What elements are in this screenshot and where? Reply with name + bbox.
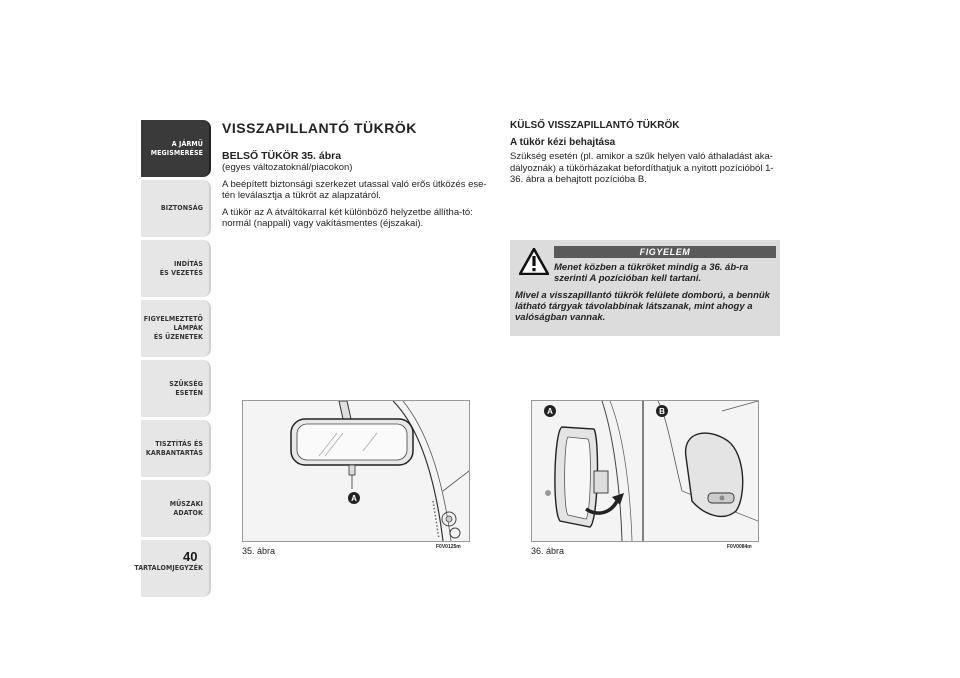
exterior-mirror-illustration — [532, 401, 758, 541]
tab-warning-lights[interactable] — [141, 300, 211, 357]
warning-triangle-icon — [519, 248, 549, 275]
tab-starting-driving[interactable] — [141, 240, 211, 297]
warning-text-2: Mivel a visszapillantó tükrök felülete domború, a bennük látható tárgyak távolabbinak látszanak, mint ahogy a valóságban vannak. — [515, 290, 770, 323]
warning-label: FIGYELEM — [554, 246, 776, 258]
interior-mirror-illustration — [243, 401, 469, 541]
marker-label: A — [351, 494, 357, 503]
tab-safety[interactable] — [141, 180, 211, 237]
tab-label: A JÁRMŰ MEGISMERÉSE — [150, 139, 203, 157]
marker-label: A — [547, 407, 553, 416]
callout-marker-a — [544, 405, 556, 417]
callout-marker-a — [348, 492, 360, 504]
tab-emergency[interactable] — [141, 360, 211, 417]
tab-label: BIZTONSÁG — [160, 204, 203, 212]
interior-mirror-section — [222, 120, 494, 235]
page-title: VISSZAPILLANTÓ TÜKRÖK — [222, 120, 417, 136]
interior-mirror-heading: BELSŐ TÜKÖR 35. ábra — [222, 150, 342, 162]
interior-mirror-paragraph-2: A tükör az A átváltókarral két különböző helyzetbe állítha-tó: normál (nappali) vagy vakításmentes (éjszakai). — [222, 206, 473, 229]
interior-mirror-paragraph-1: A beépített biztonsági szerkezet utassal való erős ütközés ese-tén leválasztja a tükröt az alapzatáról. — [222, 178, 487, 201]
tab-index[interactable] — [134, 540, 211, 597]
figure-exterior-mirror — [531, 400, 759, 542]
tab-label: FIGYELMEZTETŐ LÁMPÁK ÉS ÜZENETEK — [143, 315, 203, 341]
tab-label: TISZTÍTÁS ÉS KARBANTARTÁS — [145, 439, 203, 457]
variant-note: (egyes változatoknál/piacokon) — [222, 162, 353, 173]
exterior-mirror-paragraph: Szükség esetén (pl. amikor a szűk helyen való áthaladást aka-dályoznák) a tükörházakat befordíthatjuk a nyitott pozícióból 1-36. ábra a behajtott pozícióba B. — [510, 151, 774, 185]
figure-35-code: F0V0125m — [436, 544, 461, 550]
tab-label: SZÜKSÉG ESETÉN — [169, 379, 203, 397]
figure-35-caption: 35. ábra — [242, 546, 276, 556]
figure-36-caption: 36. ábra — [531, 546, 565, 556]
figure-36-code: F0V0084m — [727, 544, 752, 550]
marker-label: B — [659, 407, 665, 416]
callout-marker-b — [656, 405, 668, 417]
chapter-sidebar — [134, 120, 211, 600]
exterior-mirror-heading: KÜLSŐ VISSZAPILLANTÓ TÜKRÖK — [510, 120, 680, 131]
manual-folding-heading: A tükör kézi behajtása — [510, 137, 616, 148]
tab-label: INDÍTÁS ÉS VEZETÉS — [159, 259, 203, 277]
tab-maintenance[interactable] — [141, 420, 211, 477]
tab-technical-data[interactable] — [141, 480, 211, 537]
figure-interior-mirror — [242, 400, 470, 542]
tab-label: MŰSZAKI ADATOK — [169, 499, 203, 517]
exterior-mirror-section — [510, 120, 782, 191]
tab-label: TARTALOMJEGYZÉK — [134, 564, 203, 572]
warning-text-1: Menet közben a tükröket mindig a 36. áb-ra szerinti A pozícióban kell tartani. — [554, 262, 749, 284]
page-number: 40 — [183, 549, 198, 564]
warning-box — [510, 240, 780, 336]
tab-vehicle-overview[interactable] — [141, 120, 211, 177]
